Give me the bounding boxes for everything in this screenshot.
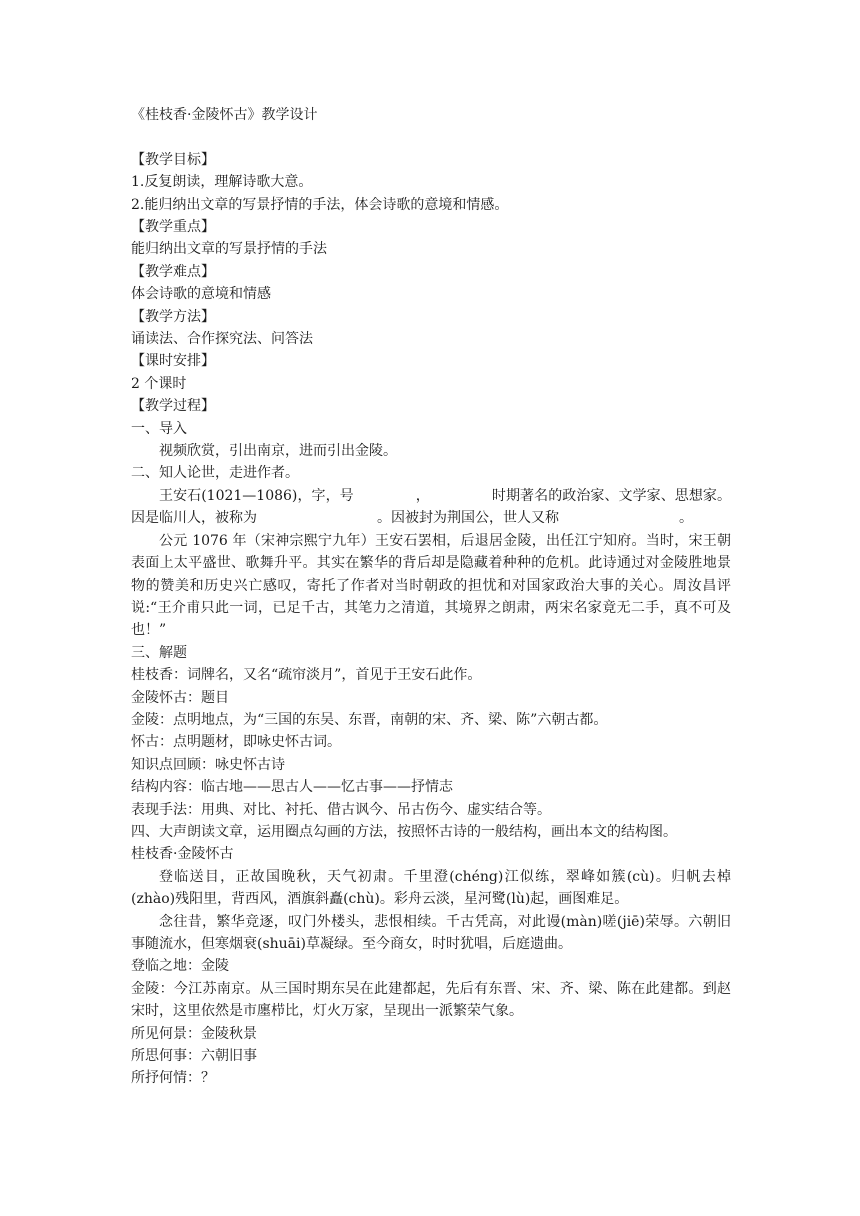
analysis-3: 所见何景：金陵秋景	[131, 1025, 257, 1042]
analysis-5: 所抒何情：？	[131, 1070, 215, 1087]
poem-title: 桂枝香·金陵怀古	[131, 846, 234, 863]
goal-1: 1.反复朗读，理解诗歌大意。	[131, 174, 313, 191]
analysis-1: 登临之地：金陵	[131, 958, 229, 975]
author-intro-part-b: ，	[415, 487, 430, 504]
focus-heading: 【教学重点】	[131, 219, 215, 236]
schedule-heading: 【课时安排】	[131, 353, 215, 370]
section-2-heading: 二、知人论世，走进作者。	[131, 465, 299, 482]
poem-stanza-2: 念往昔，繁华竞逐，叹门外楼头，悲恨相续。千古凭高，对此谩(màn)嗟(jiē)荣辱。六朝旧事随流水，但寒烟衰(shuāi)草凝绿。至今商女，时时犹唱，后庭遗曲。	[131, 913, 731, 953]
title-note-6: 结构内容：临古地——思古人——忆古事——抒情志	[131, 779, 453, 796]
section-1-heading: 一、导入	[131, 420, 187, 437]
author-intro-part-e: 。	[679, 510, 693, 527]
title-note-1: 桂枝香：词牌名，又名“疏帘淡月”，首见于王安石此作。	[131, 667, 482, 684]
poem-stanza-1: 登临送目，正故国晚秋，天气初肃。千里澄(chéng)江似练，翠峰如簇(cù)。归帆去棹(zhào)残阳里，背西风，酒旗斜矗(chù)。彩舟云淡，星河鹭(lù)起，画图难足。	[131, 868, 731, 908]
goal-2: 2.能归纳出文章的写景抒情的手法，体会诗歌的意境和情感。	[131, 196, 509, 213]
method-heading: 【教学方法】	[131, 308, 215, 325]
section-3-heading: 三、解题	[131, 644, 187, 661]
process-heading: 【教学过程】	[131, 398, 215, 415]
focus-text: 能归纳出文章的写景抒情的手法	[131, 241, 327, 258]
schedule-text: 2 个课时	[131, 375, 187, 392]
goals-heading: 【教学目标】	[131, 151, 215, 168]
author-intro-part-a: 王安石(1021—1086)，字，号	[159, 487, 354, 504]
analysis-4: 所思何事：六朝旧事	[131, 1048, 257, 1065]
title-note-4: 怀古：点明题材，即咏史怀古词。	[131, 734, 341, 751]
document-title: 《桂枝香·金陵怀古》教学设计	[131, 107, 318, 123]
section-1-text: 视频欣赏，引出南京，进而引出金陵。	[159, 443, 397, 460]
difficulty-text: 体会诗歌的意境和情感	[131, 286, 271, 303]
title-note-5: 知识点回顾：咏史怀古诗	[131, 756, 285, 773]
author-intro-part-c: 时期著名的政治家、文学家、思想家。因是临川人，被称为	[131, 487, 731, 527]
background-paragraph: 公元 1076 年（宋神宗熙宁九年）王安石罢相，后退居金陵，出任江宁知府。当时，宋王朝表面上太平盛世、歌舞升平。其实在繁华的背后却是隐藏着种种的危机。此诗通过对金陵胜地景物的赞美和历史兴亡感叹，寄托了作者对当时朝政的担忧和对国家政治大事的关心。周汝昌评说:“王介甫只此一词，已足千古，其笔力之清道，其境界之朗肃，两宋名家竟无二手，真不可及也！”	[131, 532, 731, 639]
difficulty-heading: 【教学难点】	[131, 263, 215, 280]
title-note-7: 表现手法：用典、对比、衬托、借古讽今、吊古伤今、虚实结合等。	[131, 801, 551, 818]
analysis-2: 金陵：今江苏南京。从三国时期东吴在此建都起，先后有东晋、宋、齐、梁、陈在此建都。到赵宋时，这里依然是市廛栉比，灯火万家，呈现出一派繁荣气象。	[131, 980, 731, 1020]
title-note-3: 金陵：点明地点，为“三国的东吴、东晋，南朝的宋、齐、梁、陈”六朝古都。	[131, 711, 608, 728]
section-4-heading: 四、大声朗读文章，运用圈点勾画的方法，按照怀古诗的一般结构，画出本文的结构图。	[131, 823, 677, 840]
title-note-2: 金陵怀古：题目	[131, 689, 229, 706]
method-text: 诵读法、合作探究法、问答法	[131, 331, 313, 348]
author-intro-paragraph	[131, 485, 731, 530]
author-intro-part-d: 。因被封为荆国公，世人又称	[377, 510, 559, 527]
document-page	[131, 104, 731, 1090]
